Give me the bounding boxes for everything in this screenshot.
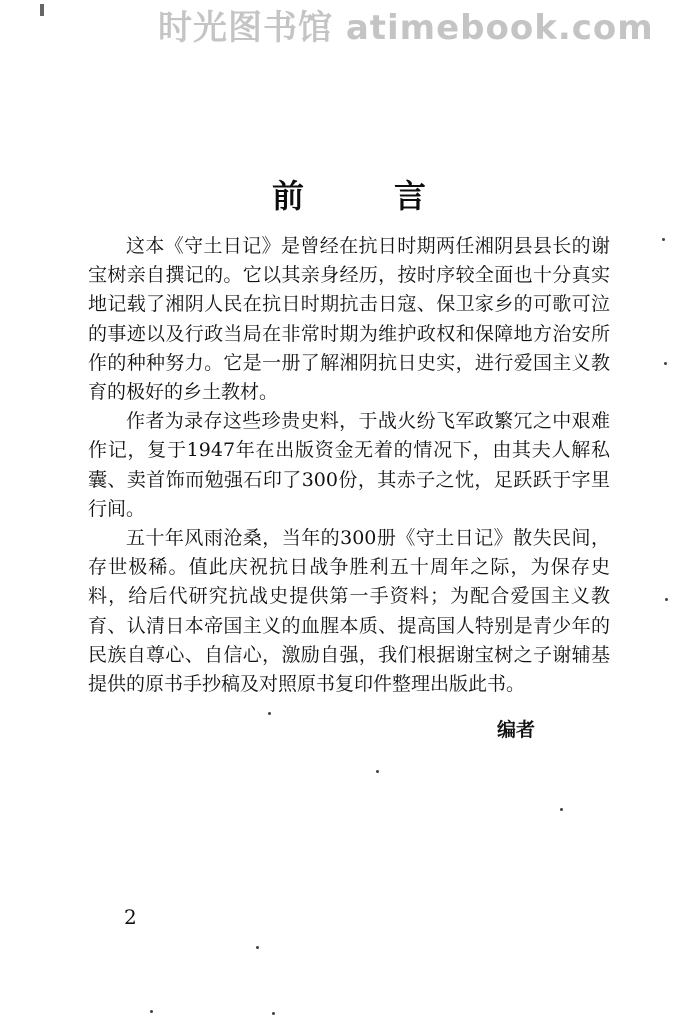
page-title (0, 176, 698, 216)
scan-speck (150, 1010, 153, 1013)
paragraph-2: 作者为录存这些珍贵史料，于战火纷飞军政繁冗之中艰难作记，复于1947年在出版资金无着的情况下，由其夫人解私囊、卖首饰而勉强石印了300份，其赤子之忱，足跃跃于字里行间。 (88, 410, 610, 520)
scan-speck (560, 808, 563, 811)
scan-speck (268, 712, 271, 715)
editor-signature: 编者 (497, 719, 536, 741)
paragraph-1: 这本《守土日记》是曾经在抗日时期两任湘阴县县长的谢宝树亲自撰记的。它以其亲身经历，按时序较全面也十分真实地记载了湘阴人民在抗日时期抗击日寇、保卫家乡的可歌可泣的事迹以及行政当局在非常时期为维护政权和保障地方治安所作的种种努力。它是一册了解湘阴抗日史实，进行爱国主义教育的极好的乡土教材。 (88, 235, 610, 404)
scan-speck (664, 362, 667, 365)
page-number: 2 (124, 905, 137, 929)
site-watermark: 时光图书馆 atimebook.com (158, 8, 654, 48)
title-char-1: 前 (271, 177, 304, 215)
preface-body (88, 232, 610, 699)
scan-speck (256, 946, 259, 949)
paragraph-3: 五十年风雨沧桑，当年的300册《守土日记》散失民间，存世极稀。值此庆祝抗日战争胜利五十周年之际，为保存史料，给后代研究抗战史提供第一手资料；为配合爱国主义教育、认清日本帝国主义的血腥本质、提高国人特别是青少年的民族自尊心、自信心，激励自强，我们根据谢宝树之子谢辅基提供的原书手抄稿及对照原书复印件整理出版此书。 (88, 527, 610, 696)
scan-speck (272, 1012, 275, 1015)
scan-speck (376, 770, 379, 773)
scan-speck (665, 598, 668, 601)
scan-corner-mark (40, 4, 44, 16)
title-char-2: 言 (394, 177, 427, 215)
scan-speck (662, 238, 665, 241)
